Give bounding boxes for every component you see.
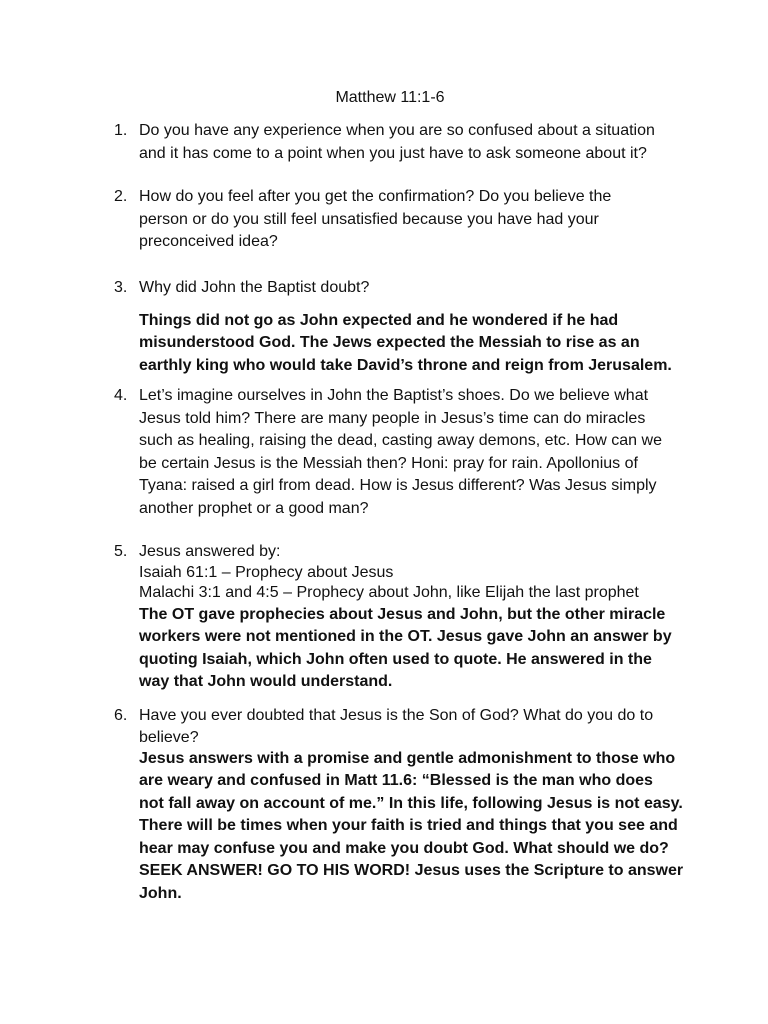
question-line: preconceived idea? bbox=[139, 233, 278, 250]
answer-line: are weary and confused in Matt 11.6: “Blessed is the man who does bbox=[139, 772, 653, 789]
question-line: Do you have any experience when you are so confused about a situation bbox=[139, 122, 655, 139]
answer-line: misunderstood God. The Jews expected the Messiah to rise as an bbox=[139, 334, 640, 351]
item-number: 4. bbox=[114, 387, 128, 404]
item-question bbox=[139, 120, 674, 165]
item-number: 6. bbox=[114, 707, 128, 724]
answer-line: The OT gave prophecies about Jesus and John, but the other miracle bbox=[139, 605, 666, 623]
question-line: Jesus told him? There are many people in Jesus’s time can do miracles bbox=[139, 409, 646, 427]
item-question bbox=[139, 542, 674, 694]
question-line: be certain Jesus is the Messiah then? Honi: pray for rain. Apollonius of bbox=[139, 454, 638, 472]
question-line: believe? bbox=[139, 728, 199, 746]
answer-line: quoting Isaiah, which John often used to quote. He answered in the bbox=[139, 650, 652, 668]
question-line: Why did John the Baptist doubt? bbox=[139, 279, 370, 296]
list-item bbox=[114, 385, 674, 520]
item-number: 3. bbox=[114, 279, 128, 296]
question-line: such as healing, raising the dead, casting away demons, etc. How can we bbox=[139, 432, 662, 449]
answer-line: hear may confuse you and make you doubt God. What should we do? bbox=[139, 839, 669, 857]
item-question bbox=[139, 705, 684, 905]
item-number: 2. bbox=[114, 188, 128, 205]
list-item bbox=[114, 542, 674, 694]
item-answer bbox=[139, 310, 674, 378]
question-line: Isaiah 61:1 – Prophecy about Jesus bbox=[139, 563, 394, 581]
answer-line: Things did not go as John expected and he wondered if he had bbox=[139, 311, 619, 329]
answer-line: not fall away on account of me.” In this life, following Jesus is not easy. bbox=[139, 794, 683, 812]
question-line: person or do you still feel unsatisfied because you have had your bbox=[139, 210, 599, 228]
question-line: Malachi 3:1 and 4:5 – Prophecy about John, like Elijah the last prophet bbox=[139, 584, 639, 601]
item-answer bbox=[139, 604, 674, 694]
question-line: Jesus answered by: bbox=[139, 543, 281, 560]
answer-line: SEEK ANSWER! GO TO HIS WORD! Jesus uses the Scripture to answer bbox=[139, 862, 684, 879]
list-item bbox=[114, 186, 674, 254]
answer-line: John. bbox=[139, 884, 182, 902]
item-question bbox=[139, 385, 674, 520]
item-answer bbox=[139, 748, 684, 906]
answer-line: There will be times when your faith is tried and things that you see and bbox=[139, 817, 678, 834]
item-question bbox=[139, 186, 674, 254]
question-line: Tyana: raised a girl from dead. How is Jesus different? Was Jesus simply bbox=[139, 477, 657, 494]
answer-line: way that John would understand. bbox=[139, 673, 393, 690]
question-line: and it has come to a point when you just have to ask someone about it? bbox=[139, 144, 647, 162]
item-number: 5. bbox=[114, 543, 128, 560]
item-question bbox=[139, 277, 674, 377]
item-number: 1. bbox=[114, 122, 128, 139]
answer-line: earthly king who would take David’s throne and reign from Jerusalem. bbox=[139, 356, 672, 374]
answer-line: Jesus answers with a promise and gentle admonishment to those who bbox=[139, 749, 676, 767]
answer-line: workers were not mentioned in the OT. Jesus gave John an answer by bbox=[139, 628, 672, 645]
question-line: another prophet or a good man? bbox=[139, 499, 369, 517]
question-line: Have you ever doubted that Jesus is the Son of God? What do you do to bbox=[139, 707, 654, 724]
question-line: Let’s imagine ourselves in John the Baptist’s shoes. Do we believe what bbox=[139, 387, 649, 404]
list-item bbox=[114, 705, 684, 905]
page-title: Matthew 11:1-6 bbox=[335, 89, 445, 106]
question-line: How do you feel after you get the confirmation? Do you believe the bbox=[139, 188, 612, 205]
list-item bbox=[114, 277, 674, 377]
list-item bbox=[114, 120, 674, 165]
